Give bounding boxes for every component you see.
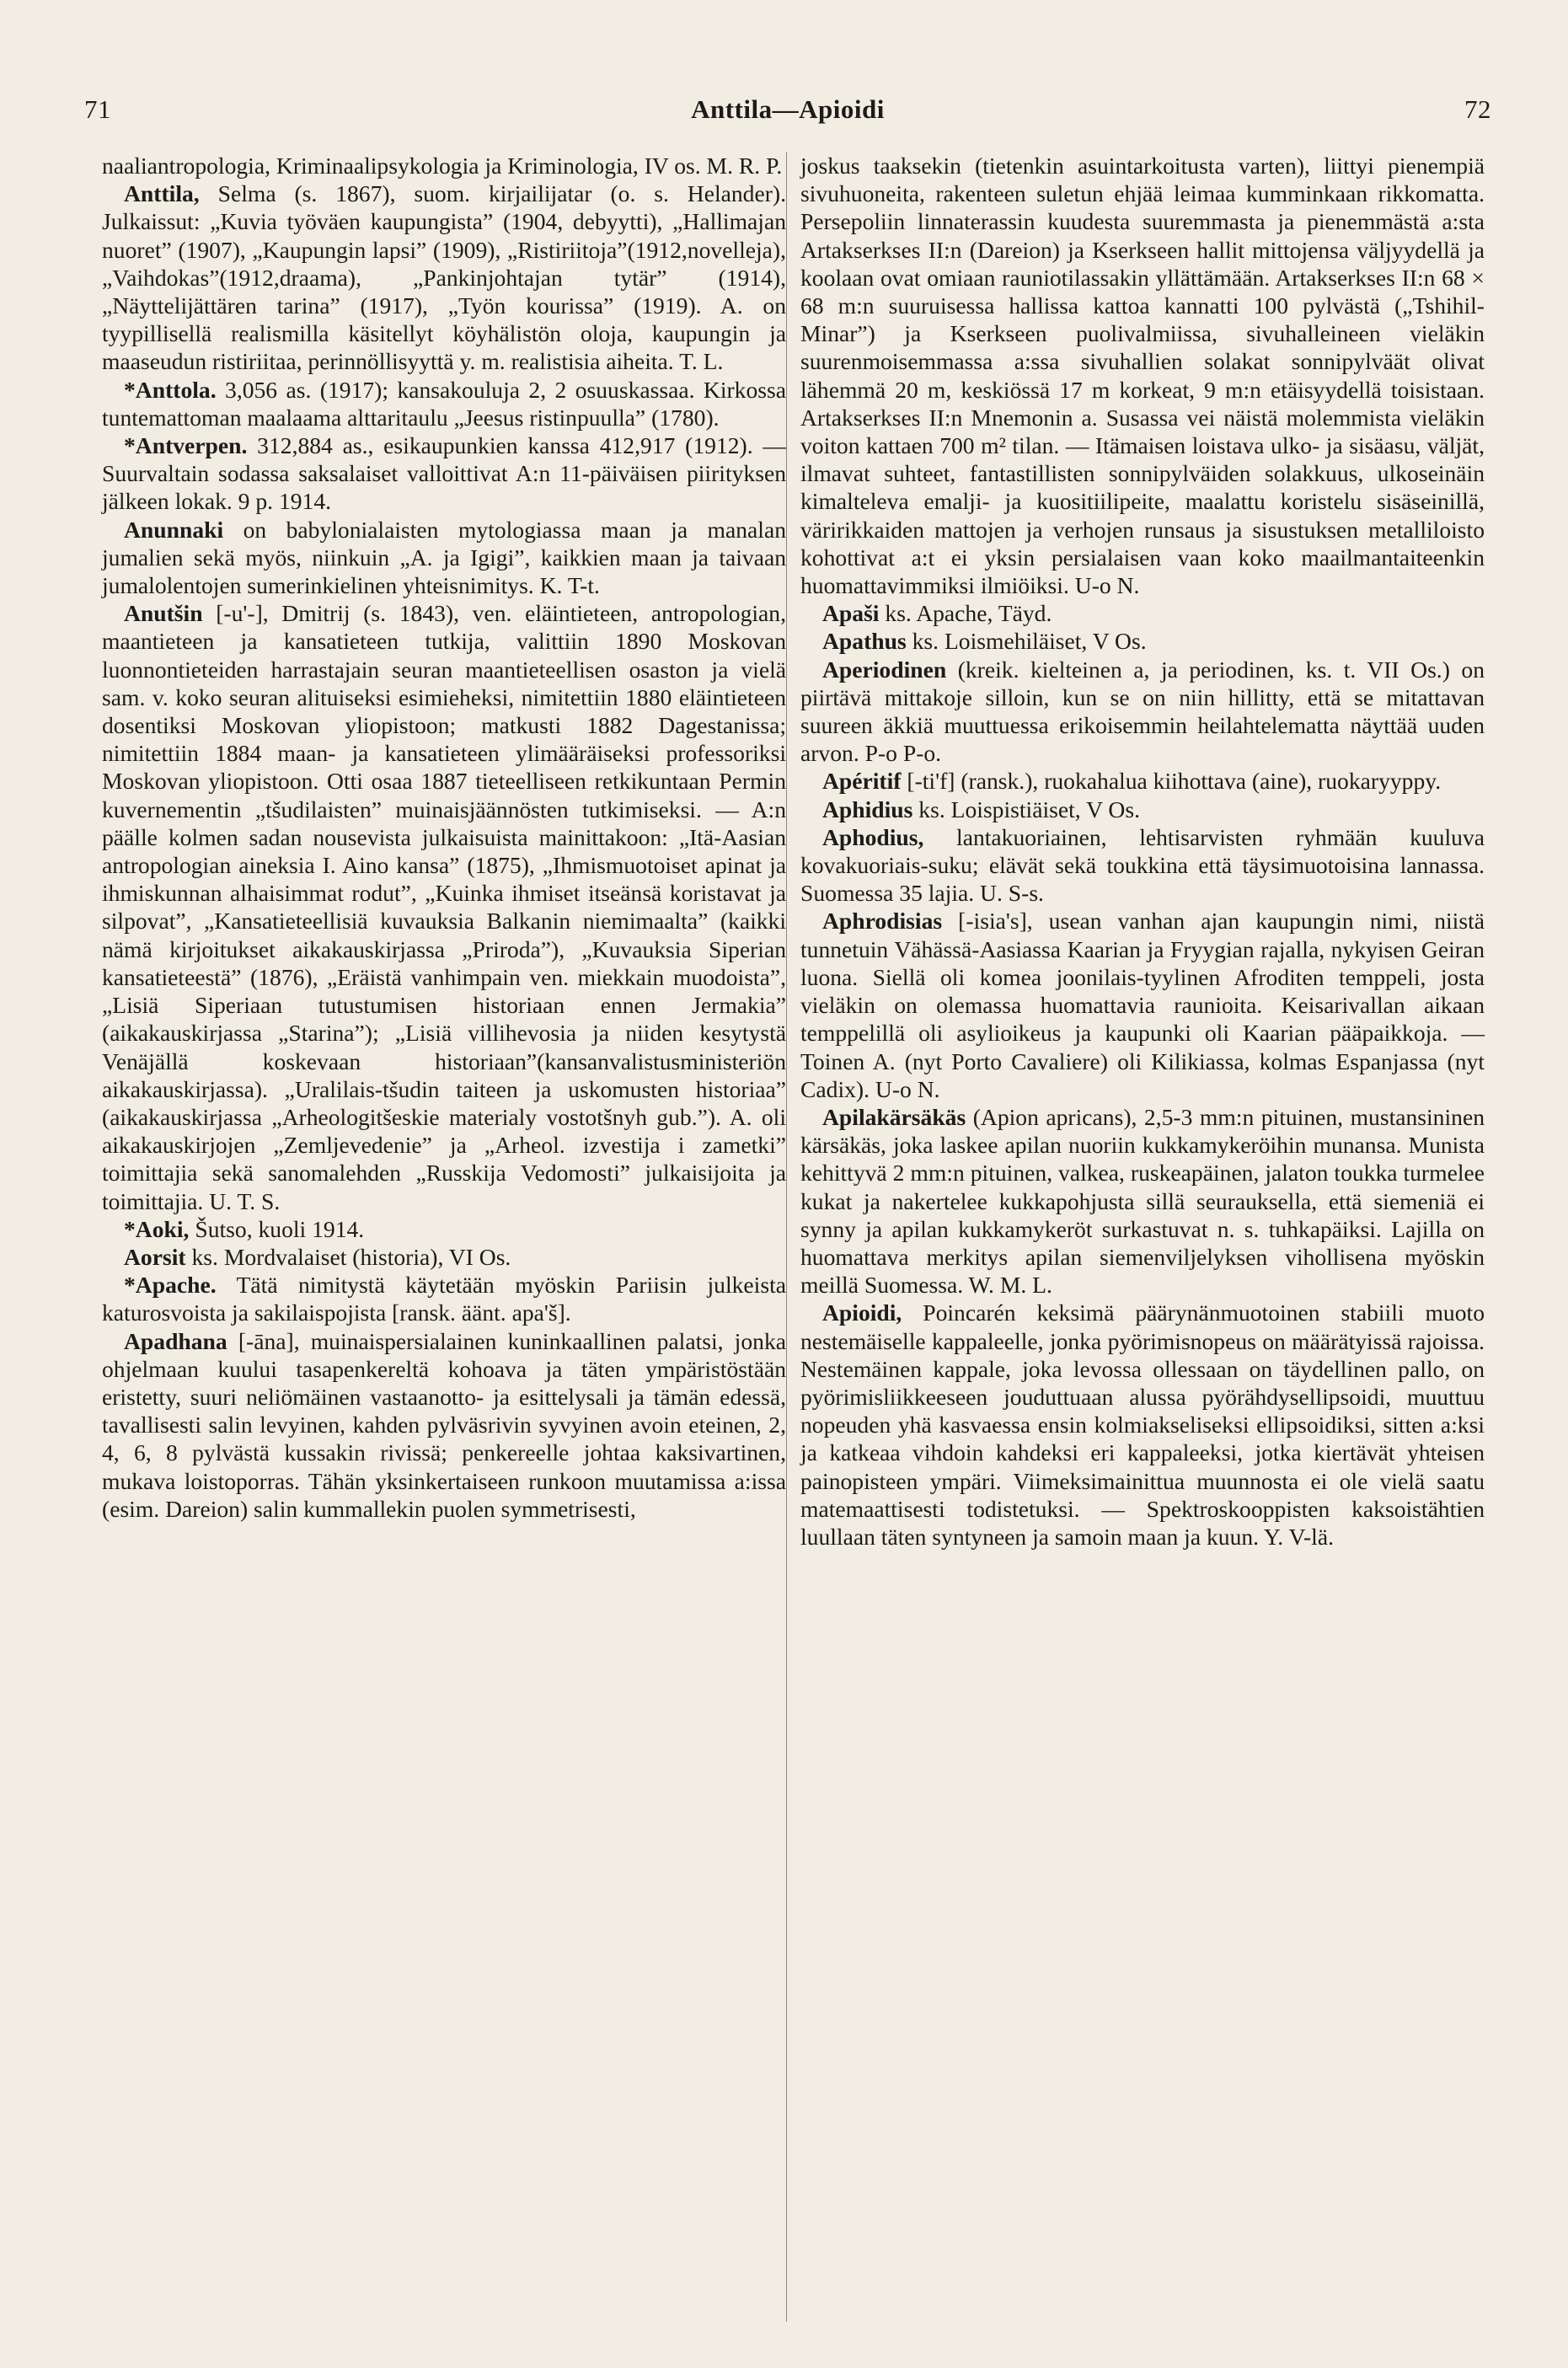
- entry-text: Šutso, kuoli 1914.: [195, 1215, 365, 1242]
- entry-text: ks. Mordvalaiset (historia), VI Os.: [191, 1243, 511, 1270]
- page-number-right: 72: [1464, 94, 1491, 124]
- entry-text: ks. Loismehiläiset, V Os.: [912, 628, 1147, 655]
- entry-text: naaliantropologia, Kriminaalipsykologia ja Kriminologia, IV os. M. R. P.: [102, 153, 783, 179]
- entry-text: Tätä nimitystä käytetään myöskin Pariisin julkeista katurosvoista ja sakilaispojista [ransk. äänt. apa'š].: [102, 1272, 786, 1326]
- page-number-left: 71: [84, 94, 111, 124]
- entry-headword: *Antverpen.: [124, 432, 248, 459]
- entry-headword: *Anttola.: [124, 376, 217, 403]
- entry-text: 312,884 as., esikaupunkien kanssa 412,917 (1912). — Suurvaltain sodassa saksalaiset valloittivat A:n 11-päiväisen piirityksen jälkeen lokak. 9 p. 1914.: [102, 432, 786, 515]
- entry-headword: Apéritif: [822, 768, 902, 795]
- entry-text: ks. Apache, Täyd.: [885, 600, 1052, 627]
- entry-text: Poincarén keksimä päärynänmuotoinen stabiili muoto nestemäiselle kappaleelle, jonka pyörimisnopeus on määrätyissä rajoissa. Nestemäinen kappale, joka levossa ollessaan on täydellinen pallo, on pyörimisliikkeeseen jouduttuaan alussa pyörähdysellipsoidi, muuttuu nopeuden yhä kasvaessa ensin kolmiakseliseksi ellipsoidiksi, sitten a:ksi ja katkeaa vihdoin kahdeksi eri kappaleeksi, jotka kiertävät yhteisen painopisteen ympäri. Viimeksimainittua muunnosta ei ole vielä saatu matemaattisesti todistetuksi. — Spektroskooppisten kaksoistähtien luullaan täten syntyneen ja samoin maan ja kuun. Y. V-lä.: [800, 1299, 1485, 1550]
- article-entry: [800, 823, 1485, 908]
- entry-text: on babylonialaisten mytologiassa maan ja manalan jumalien sekä myös, niinkuin „A. ja Igigi”, kaikkien maan ja taivaan jumalolentojen sumerinkielinen yhteisnimitys. K. T-t.: [102, 516, 786, 599]
- entry-headword: Anttila,: [124, 180, 200, 207]
- article-entry: [102, 179, 786, 375]
- entry-text: 3,056 as. (1917); kansakouluja 2, 2 osuuskassaa. Kirkossa tuntemattoman maalaama alttaritaulu „Jeesus ristinpuulla” (1780).: [102, 376, 786, 431]
- right-column: [800, 152, 1485, 1551]
- entry-headword: Aorsit: [124, 1243, 186, 1270]
- article-entry: [102, 599, 786, 1214]
- entry-headword: Aphidius: [822, 796, 913, 822]
- article-entry: [800, 907, 1485, 1102]
- entry-text: [-u'-], Dmitrij (s. 1843), ven. eläintieteen, antropologian, maantieteen ja kansatieteen tutkija, valittiin 1890 Moskovan luonnontieteiden harrastajain seuran maantieteellisen osaston ja vielä sam. v. koko seuran alituiseksi esimieheksi, nimitettiin 1880 eläintieteen dosentiksi Moskovan yliopistoon; matkusti 1882 Dagestanissa; nimitettiin 1884 maan- ja kansatieteen ylimääräiseksi professoriksi Moskovan yliopistoon. Otti osaa 1887 tieteelliseen retkikuntaan Permin kuvernementin „tšudilaisten” muinaisjäännösten tutkimiseksi. — A:n päälle kolmen sadan nousevista julkaisuista mainittakoon: „Itä-Aasian antropologian aineksia I. Aino kansa” (1875), „Ihmismuotoiset apinat ja ihmiskunnan alhaisimmat rodut”, „Kuinka ihmiset itseänsä koristavat ja silpovat”, „Kansatieteellisiä kuvauksia Balkanin niemimaalta” (kaikki nämä kirjoitukset aikakauskirjassa „Priroda”), „Kuvauksia Siperian kansatieteestä” (1876), „Eräistä vanhimpain ven. miekkain muodoista”, „Lisiä Siperiaan tutustumisen historiaan ennen Jermakia” (aikakauskirjassa „Starina”); „Lisiä villihevosia ja niiden kesytystä Venäjällä koskevaan historiaan”(kansanvalistusministeriön aikakauskirjassa). „Uralilais-tšudin taiteen ja uskomusten historiaa” (aikakauskirjassa „Arheologitšeskie materialy vostotšnyh gub.”). A. oli aikakauskirjojen „Zemljevedenie” ja „Arheol. izvestija i zametki” toimittajia sekä sanomalehden „Russkija Vedomosti” julkaisijoita ja toimittajia. U. T. S.: [102, 600, 786, 1214]
- column-divider: [786, 152, 787, 2322]
- article-entry: [800, 627, 1485, 655]
- entry-text: [-ti'f] (ransk.), ruokahalua kiihottava (aine), ruokaryyppy.: [907, 768, 1442, 795]
- left-column: [102, 152, 786, 1523]
- article-entry: [102, 1327, 786, 1523]
- article-entry: [102, 1215, 786, 1243]
- entry-headword: Apioidi,: [822, 1299, 902, 1326]
- article-entry: [102, 431, 786, 516]
- article-entry: [800, 656, 1485, 768]
- entry-text: (kreik. kielteinen a, ja periodinen, ks. t. VII Os.) on piirtävä mittakoje silloin, kun se on niin hillitty, että se mitattavan suureen äkkiä muuttuessa erikoisemmin heilahtelematta näyttää uuden arvon. P-o P-o.: [800, 656, 1485, 767]
- article-entry: [800, 599, 1485, 627]
- entry-headword: Anutšin: [124, 600, 203, 627]
- article-entry: [800, 152, 1485, 599]
- entry-text: joskus taaksekin (tietenkin asuintarkoitusta varten), liittyi pienempiä sivuhuoneita, rakenteen suletun ehjää leimaa kumminkaan rikkomatta. Persepoliin linnaterassin kuudesta suuremmasta ja pienemmästä a:sta Artakserkses II:n (Dareion) ja Kserkseen hallit mittojensa väljyydellä ja koolaan ovat omiaan rauniotilassakin yllättämään. Artakserkses II:n 68 × 68 m:n suuruisessa hallissa kattoa kannatti 100 pylvästä („Tshihil-Minar”) ja Kserkseen puolivalmiissa, sivuhalleineen vieläkin suurenmoisemmassa a:ssa sivuhallien solakat sonnipylväät olivat lähemmä 20 m, keskiössä 17 m korkeat, 9 m:n etäisyydellä toisistaan. Artakserkses II:n Mnemonin a. Susassa vei näistä molemmista vieläkin voiton kattaen 700 m² tilan. — Itämaisen loistava ulko- ja sisäasu, väljät, ilmavat suhteet, fantastillisten sonnipylväiden solakkuus, ulkoseinäin kimalteleva emalji- ja kuositiilipeite, maalattu koristelu sisäseinillä, väririkkaiden mattojen ja verhojen runsaus ja sisustuksen metalliloisto kohottivat a:t ei yksin persialaisen vaan koko maailmantaiteenkin huomattavimmiksi ilmiöiksi. U-o N.: [800, 153, 1485, 599]
- entry-text: [-āna], muinaispersialainen kuninkaallinen palatsi, jonka ohjelmaan kuului tasapenkereltä kohoava ja täten ympäristöstään eristetty, suuri neliömäinen vastaanotto- ja esittelysali ja tämän edessä, tavallisesti salin levyinen, kahden pylväsrivin syvyinen avoin eteinen, 2, 4, 6, 8 pylvästä kussakin rivissä; penkereelle johtaa kaksivartinen, mukava loistoporras. Tähän yksinkertaiseen runkoon muutamissa a:issa (esim. Dareion) salin kummallekin puolen symmetrisesti,: [102, 1327, 786, 1522]
- entry-headword: Aphrodisias: [822, 908, 943, 935]
- entry-text: Selma (s. 1867), suom. kirjailijatar (o. s. Helander). Julkaissut: „Kuvia työväen kaupungista” (1904, debyytti), „Hallimajan nuoret” (1907), „Kaupungin lapsi” (1909), „Ristiriitoja”(1912,novelleja),„Vaihdokas”(1912,draama), „Pankinjohtajan tytär” (1914), „Näyttelijättären tarina” (1917), „Työn kourissa” (1919). A. on tyypillisellä realismilla käsitellyt köyhälistön oloja, kaupungin ja maaseudun ristiriitaa, perinnöllisyyttä y. m. realistisia aiheita. T. L.: [102, 180, 786, 375]
- entry-text: (Apion apricans), 2,5-3 mm:n pituinen, mustansininen kärsäkäs, joka laskee apilan nuoriin kukkamykeröihin munansa. Munista kehittyvä 2 mm:n pituinen, valkea, ruskeapäinen, jalaton toukka turmelee kukat ja nakertelee kukkapohjusta sillä seurauksella, että siemeniä ei synny ja apilan kukkamykeröt surkastuvat n. s. tuhkapäiksi. Lajilla on huomattava merkitys apilan siemenviljelyksen vihollisena myöskin meillä Suomessa. W. M. L.: [800, 1103, 1485, 1299]
- entry-headword: Anunnaki: [124, 516, 224, 543]
- article-entry: [800, 767, 1485, 795]
- entry-headword: Aperiodinen: [822, 656, 947, 683]
- article-entry: [102, 376, 786, 431]
- article-entry: [800, 796, 1485, 823]
- entry-headword: Apilakärsäkäs: [822, 1103, 966, 1130]
- article-entry: [102, 516, 786, 600]
- entry-headword: *Apache.: [124, 1272, 217, 1299]
- entry-headword: Apadhana: [124, 1327, 227, 1354]
- page-header: [84, 94, 1491, 142]
- entry-headword: Aphodius,: [822, 823, 924, 850]
- entry-headword: *Aoki,: [124, 1215, 190, 1242]
- running-title: Anttila—Apioidi: [691, 94, 885, 124]
- entry-headword: Apathus: [822, 628, 907, 655]
- article-entry: [102, 1271, 786, 1326]
- entry-headword: Apaši: [822, 600, 880, 627]
- entry-text: lantakuoriainen, lehtisarvisten ryhmään kuuluva kovakuoriais-suku; elävät sekä toukkina että täysimuotoisina lannassa. Suomessa 35 lajia. U. S-s.: [800, 823, 1485, 907]
- article-entry: [800, 1299, 1485, 1551]
- article-entry: [102, 1243, 786, 1271]
- entry-text: [-isia's], usean vanhan ajan kaupungin nimi, niistä tunnetuin Vähässä-Aasiassa Kaarian ja Fryygian rajalla, nykyisen Geiran luona. Siellä oli komea joonilais-tyylinen Afroditen temppeli, josta vieläkin on olemassa huomattavia raunioita. Keisarivallan aikaan temppelillä oli asylioikeus ja kaupunki oli Kaarian pääpaikkoja. — Toinen A. (nyt Porto Cavaliere) oli Kilikiassa, kolmas Espanjassa (nyt Cadix). U-o N.: [800, 908, 1485, 1102]
- entry-text: ks. Loispistiäiset, V Os.: [918, 796, 1140, 822]
- article-entry: [102, 152, 786, 179]
- article-entry: [800, 1103, 1485, 1299]
